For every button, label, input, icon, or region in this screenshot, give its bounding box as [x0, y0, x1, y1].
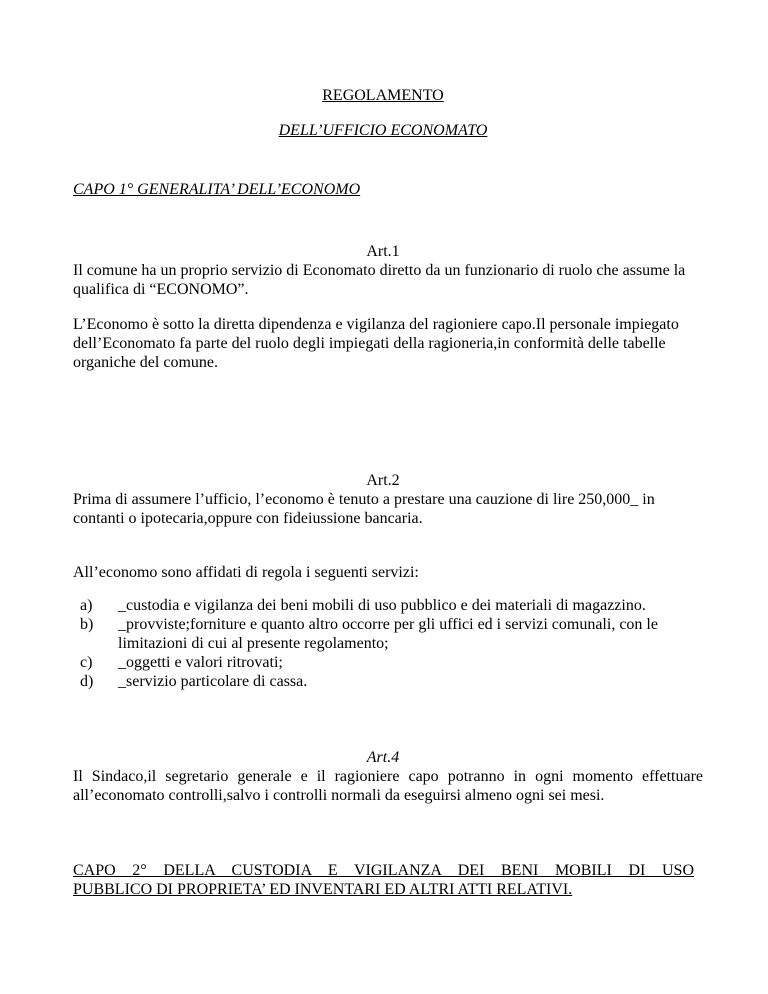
chapter-2-heading-line-2: PUBBLICO DI PROPRIETA’ ED INVENTARI ED ALTRI ATTI RELATIVI.: [73, 881, 573, 898]
list-item: [73, 615, 703, 653]
document-subtitle: DELL’UFFICIO ECONOMATO: [278, 122, 488, 139]
list-item-text: _servizio particolare di cassa.: [118, 673, 308, 690]
list-item-marker: a): [80, 597, 93, 614]
list-item: [73, 596, 703, 615]
document-title: REGOLAMENTO: [322, 87, 444, 104]
chapter-1-heading: CAPO 1° GENERALITA’ DELL’ECONOMO: [73, 181, 361, 198]
list-item-marker: d): [80, 673, 94, 690]
list-item-marker: b): [80, 616, 94, 633]
list-item-marker: c): [80, 654, 93, 671]
art-1-heading: Art.1: [366, 243, 400, 260]
art-1-paragraph-2: L’Economo è sotto la diretta dipendenza e vigilanza del ragioniere capo.Il personale impiegato dell’Economato fa parte del ruolo degli impiegati della ragioneria,in conformità delle tabelle organiche del comune.: [73, 316, 679, 371]
chapter-2-heading-line-1: CAPO 2° DELLA CUSTODIA E VIGILANZA DEI BENI MOBILI DI USO: [73, 862, 694, 879]
art-2-heading: Art.2: [366, 472, 400, 489]
services-intro: All’economo sono affidati di regola i seguenti servizi:: [73, 564, 419, 581]
list-item-text: _custodia e vigilanza dei beni mobili di uso pubblico e dei materiali di magazzino.: [118, 597, 646, 614]
art-4-heading: Art.4: [366, 749, 400, 766]
art-1-paragraph-1: Il comune ha un proprio servizio di Economato diretto da un funzionario di ruolo che assume la qualifica di “ECONOMO”.: [73, 262, 686, 298]
list-item-text: _provviste;forniture e quanto altro occorre per gli uffici ed i servizi comunali, con le limitazioni di cui al presente regolamento;: [118, 616, 658, 652]
art-2-paragraph-1: Prima di assumere l’ufficio, l’economo è tenuto a prestare una cauzione di lire 250,000_ in contanti o ipotecaria,oppure con fideiussione bancaria.: [73, 491, 655, 527]
services-list: [73, 596, 703, 691]
art-4-paragraph-1: Il Sindaco,il segretario generale e il ragioniere capo potranno in ogni momento effettuare all’economato controlli,salvo i controlli normali da eseguirsi almeno ogni sei mesi.: [73, 768, 703, 804]
list-item: [73, 653, 703, 672]
list-item-text: _oggetti e valori ritrovati;: [118, 654, 283, 671]
list-item: [73, 672, 703, 691]
